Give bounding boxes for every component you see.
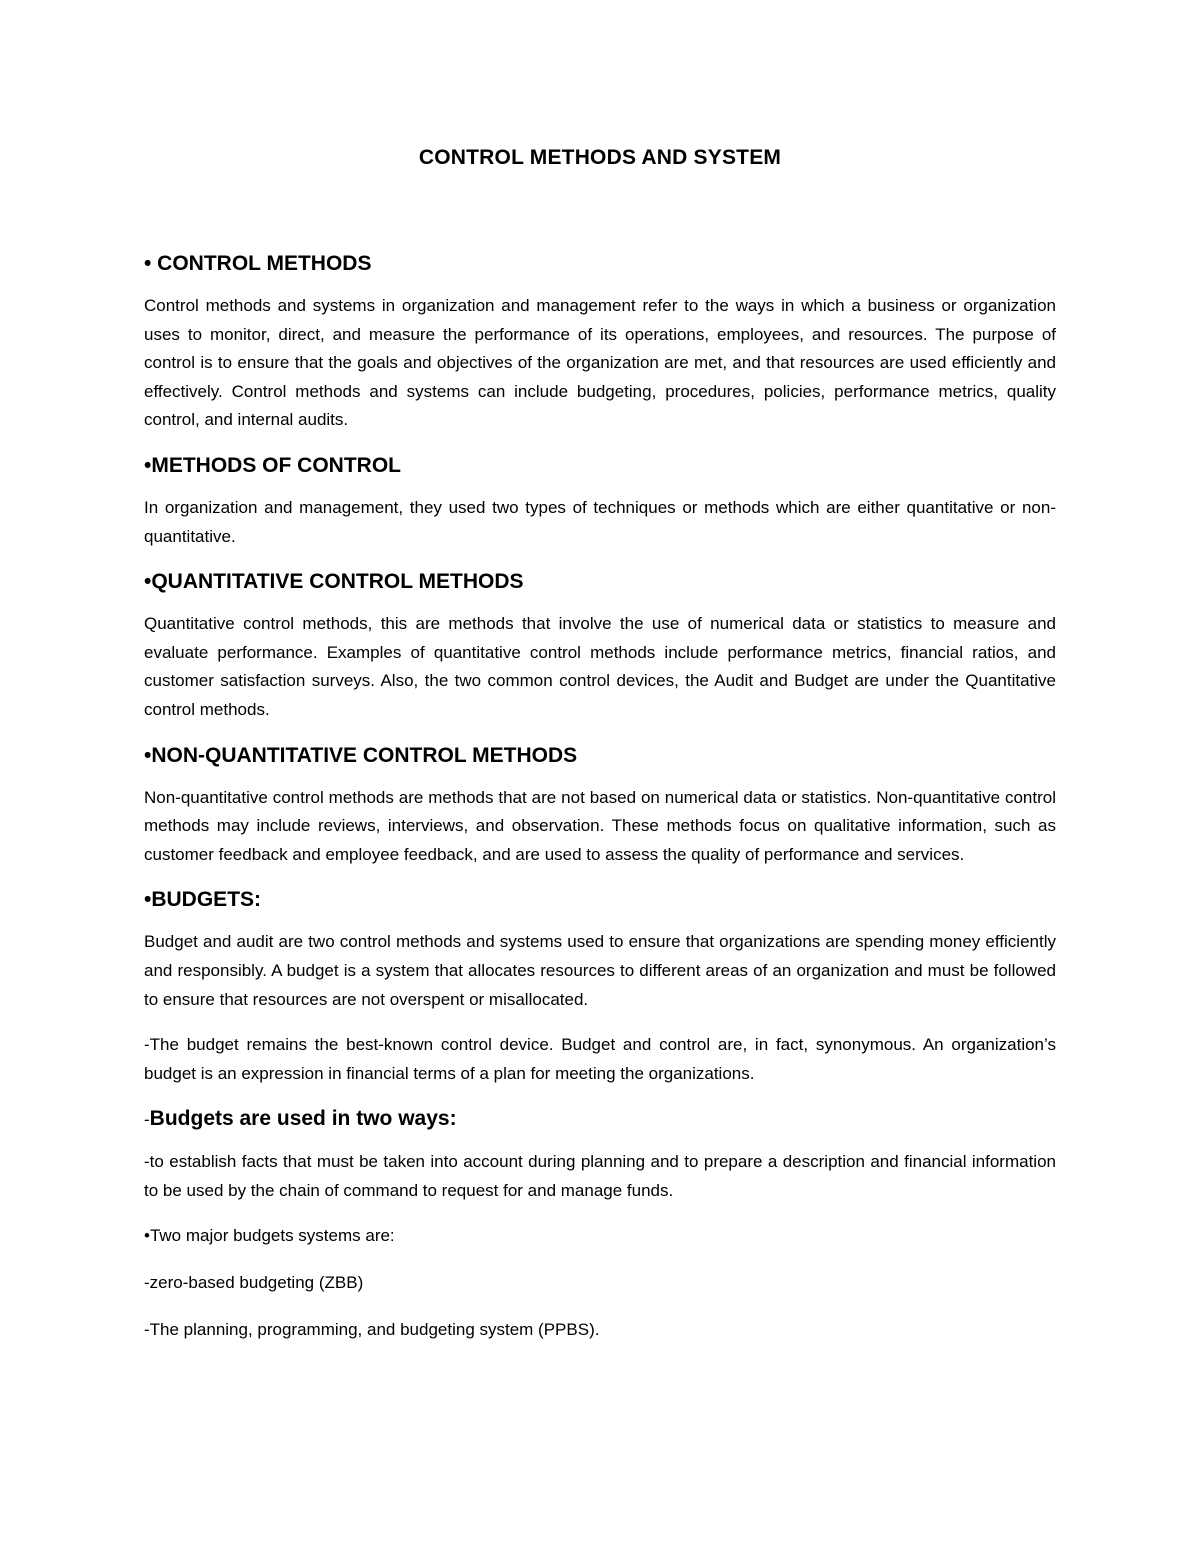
heading-control-methods: • CONTROL METHODS (144, 252, 372, 275)
paragraph-budgets-1: Budget and audit are two control methods and systems used to ensure that organizations are spending money efficiently and responsibly. A budget is a system that allocates resources to different areas of an organization and must be followed to ensure that resources are not overspent or misallocated. (144, 932, 1056, 1009)
paragraph-methods-of-control: In organization and management, they used two types of techniques or methods which are either quantitative or non-quantitative. (144, 497, 1056, 546)
page-title: CONTROL METHODS AND SYSTEM (418, 146, 782, 169)
subheading-dash: - (144, 1110, 150, 1130)
heading-quantitative: •QUANTITATIVE CONTROL METHODS (144, 570, 524, 594)
list-item-ppbs: -The planning, programming, and budgeting system (PPBS). (144, 1319, 600, 1339)
heading-non-quantitative: •NON-QUANTITATIVE CONTROL METHODS (144, 743, 578, 767)
subheading-text: Budgets are used in two ways: (149, 1107, 457, 1131)
heading-methods-of-control: •METHODS OF CONTROL (144, 453, 402, 477)
subheading-budgets-used (144, 1105, 1056, 1134)
paragraph-quantitative: Quantitative control methods, this are methods that involve the use of numerical data or statistics to measure and evaluate performance. Examples of quantitative control methods include performance metrics, financial ratios, and customer satisfaction surveys. Also, the two common control devices, the Audit and Budget are under the Quantitative control methods. (144, 614, 1056, 719)
list-item-zbb: -zero-based budgeting (ZBB) (144, 1273, 364, 1293)
paragraph-control-methods: Control methods and systems in organization and management refer to the ways in which a business or organization uses to monitor, direct, and measure the performance of its operations, employees, and resources. The purpose of control is to ensure that the goals and objectives of the organization are met, and that resources are used efficiently and effectively. Control methods and systems can include budgeting, procedures, policies, performance metrics, quality control, and internal audits. (144, 296, 1056, 430)
paragraph-non-quantitative: Non-quantitative control methods are methods that are not based on numerical data or statistics. Non-quantitative control methods may include reviews, interviews, and observation. These methods focus on qualitative information, such as customer feedback and employee feedback, and are used to assess the quality of performance and services. (144, 787, 1056, 864)
document-content (144, 250, 1056, 1362)
heading-budgets: •BUDGETS: (144, 888, 262, 912)
paragraph-budgets-4: •Two major budgets systems are: (144, 1226, 395, 1246)
paragraph-budgets-2: -The budget remains the best-known control device. Budget and control are, in fact, synonymous. An organization’s budget is an expression in financial terms of a plan for meeting the organizations. (144, 1035, 1056, 1083)
paragraph-budgets-3: -to establish facts that must be taken into account during planning and to prepare a description and financial information to be used by the chain of command to request for and manage funds. (144, 1152, 1056, 1200)
